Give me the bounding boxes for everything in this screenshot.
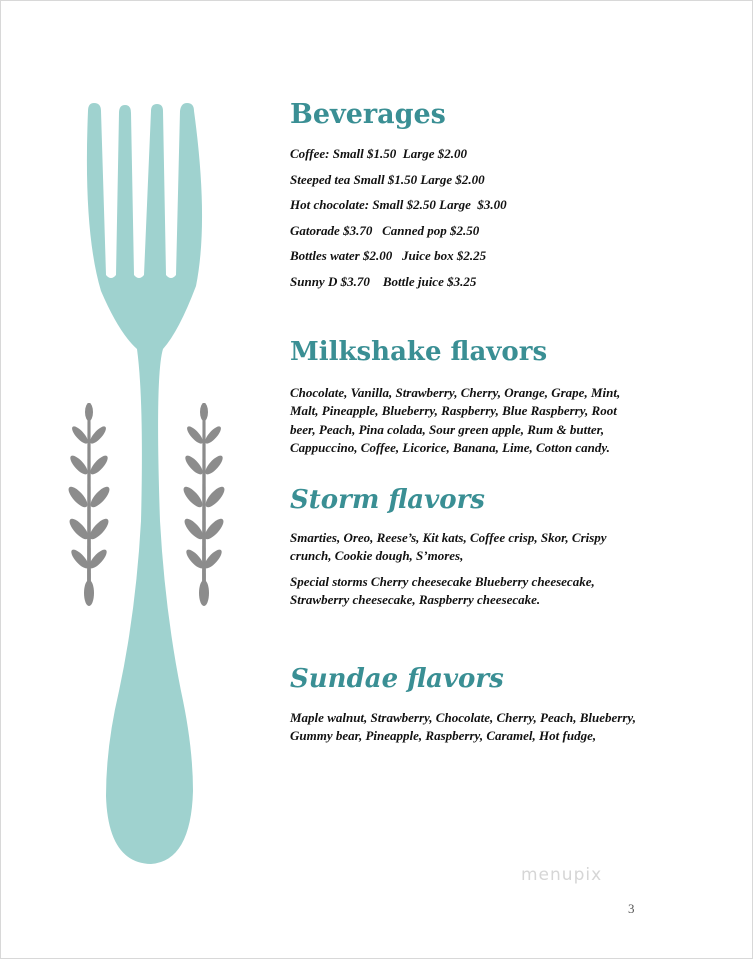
sundae-flavors-text: Maple walnut, Strawberry, Chocolate, Cherry, Peach, Blueberry, Gummy bear, Pineapple, Raspberry, Caramel, Hot fudge,: [290, 710, 636, 744]
storm-flavors-text: Smarties, Oreo, Reese’s, Kit kats, Coffee crisp, Skor, Crispy crunch, Cookie dough, S’mores,: [290, 530, 607, 564]
beverages-list: [290, 145, 507, 299]
list-item: Steeped tea Small $1.50 Large $2.00: [290, 171, 485, 187]
page-number: 3: [628, 901, 635, 916]
fork-illustration: [1, 1, 261, 901]
leaf-sprig-icon: [66, 403, 113, 606]
list-item: Sunny D $3.70 Bottle juice $3.25: [290, 273, 477, 289]
leaf-sprig-icon: [181, 403, 228, 606]
sundae-heading: Sundae flavors: [290, 664, 504, 694]
special-storms-text: Special storms Cherry cheesecake Blueberry cheesecake, Strawberry cheesecake, Raspberry cheesecake.: [290, 574, 595, 608]
watermark: menupix: [521, 865, 603, 885]
beverages-heading: Beverages: [290, 99, 446, 130]
storm-heading: Storm flavors: [290, 485, 485, 515]
fork-icon: [87, 103, 202, 864]
list-item: Gatorade $3.70 Canned pop $2.50: [290, 222, 480, 238]
milkshake-heading: Milkshake flavors: [290, 337, 548, 367]
list-item: Bottles water $2.00 Juice box $2.25: [290, 248, 487, 264]
milkshake-flavors-text: Chocolate, Vanilla, Strawberry, Cherry, Orange, Grape, Mint, Malt, Pineapple, Blueberry, Raspberry, Blue Raspberry, Root beer, Peach, Pina colada, Sour green apple, Rum & butter, Cappuccino, Coffee, Licorice, Banana, Lime, Cotton candy.: [290, 385, 621, 456]
list-item: Hot chocolate: Small $2.50 Large $3.00: [290, 197, 507, 213]
list-item: Coffee: Small $1.50 Large $2.00: [290, 146, 468, 161]
